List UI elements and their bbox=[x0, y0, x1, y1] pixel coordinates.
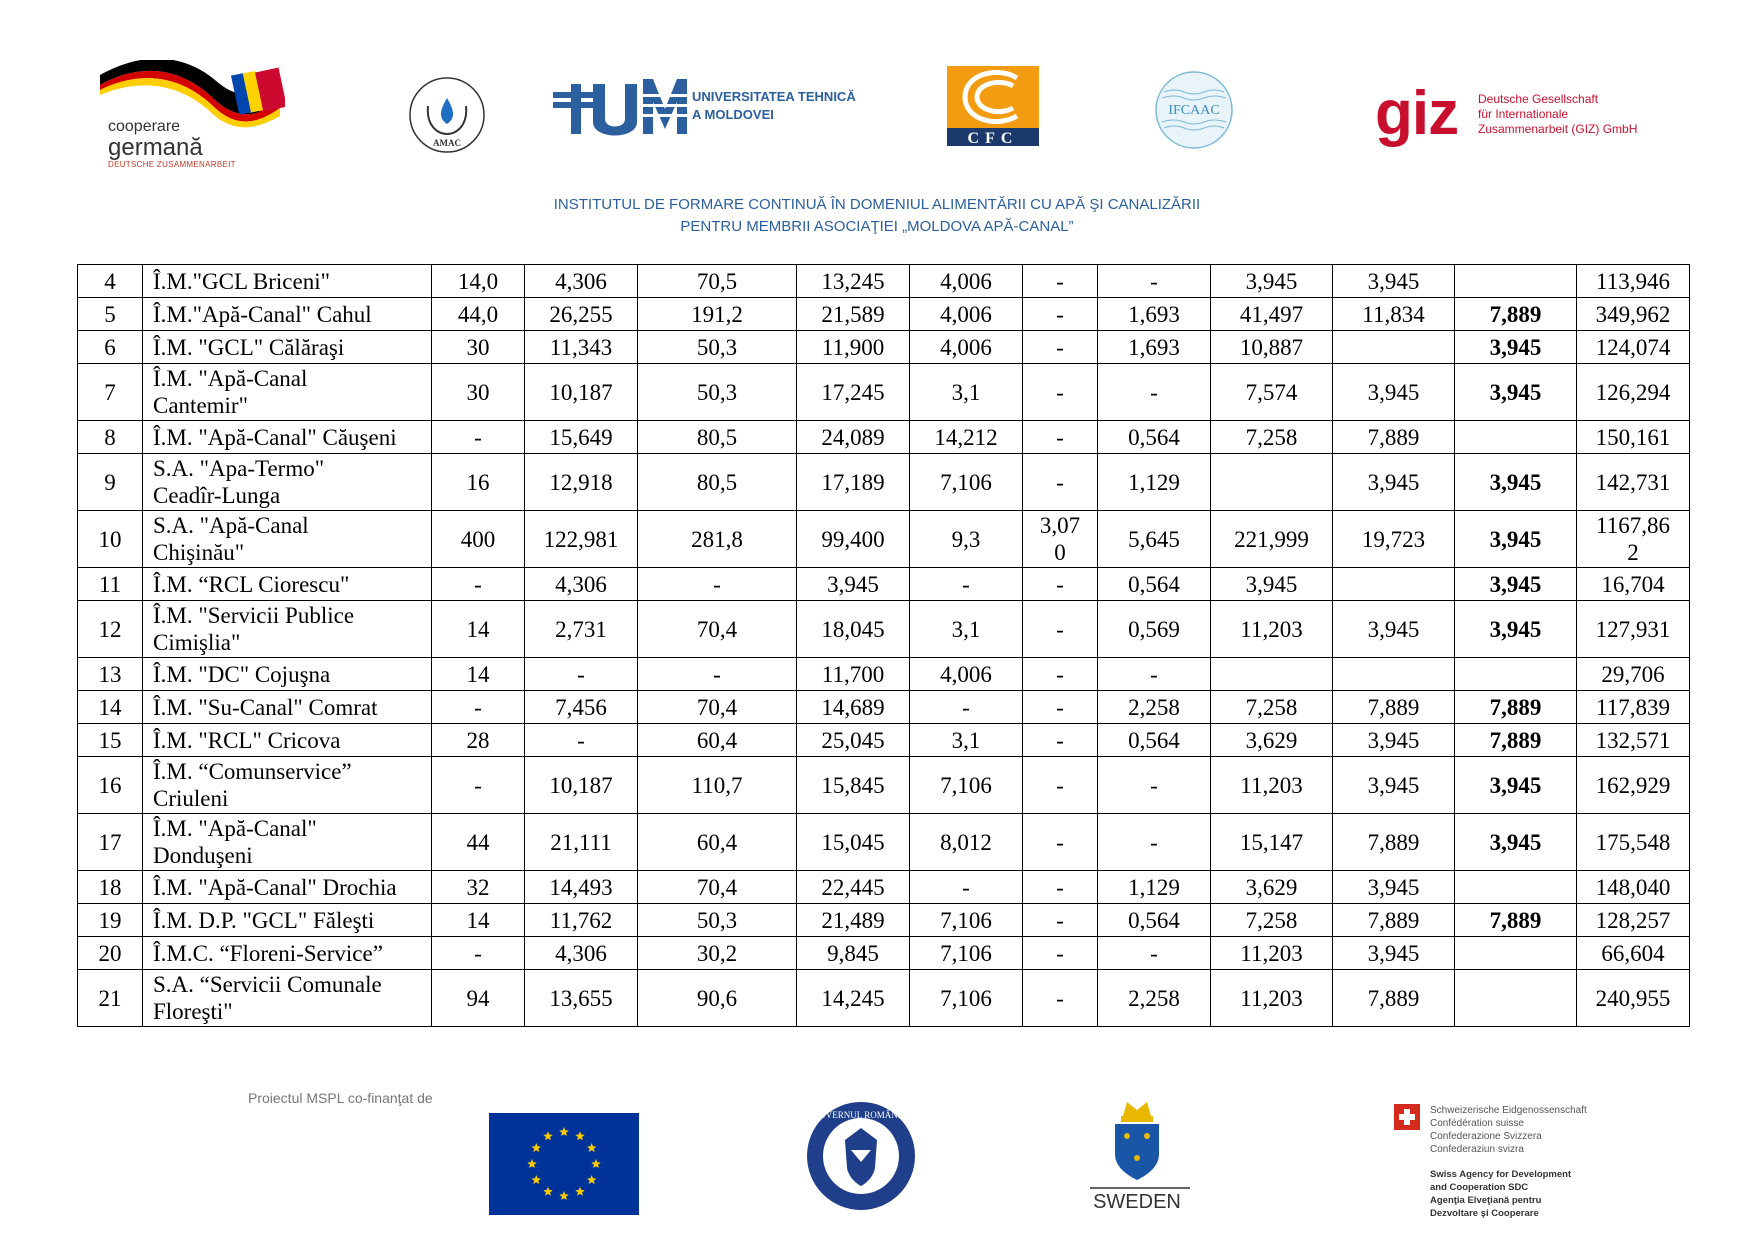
guvernul-romaniei-logo bbox=[805, 1098, 917, 1218]
value-cell: 113,946 bbox=[1577, 265, 1690, 298]
table-body bbox=[78, 265, 1690, 1027]
value-cell: 17,189 bbox=[797, 454, 910, 511]
value-cell: - bbox=[1023, 331, 1098, 364]
value-cell bbox=[1333, 568, 1455, 601]
value-cell: 17,245 bbox=[797, 364, 910, 421]
table-row bbox=[78, 904, 1690, 937]
deutsche-zusammenarbeit-text: DEUTSCHE ZUSAMMENARBEIT bbox=[108, 160, 236, 169]
row-number: 19 bbox=[78, 904, 143, 937]
value-cell: 29,706 bbox=[1577, 658, 1690, 691]
value-cell: 14,245 bbox=[797, 970, 910, 1027]
operator-name: Î.M."Apă-Canal" Cahul bbox=[143, 298, 432, 331]
value-cell: 7,106 bbox=[910, 904, 1023, 937]
value-cell: 7,456 bbox=[525, 691, 638, 724]
value-cell: 400 bbox=[432, 511, 525, 568]
value-cell: 3,07 0 bbox=[1023, 511, 1098, 568]
value-cell: 14 bbox=[432, 904, 525, 937]
value-cell: - bbox=[1023, 298, 1098, 331]
value-cell: 11,203 bbox=[1211, 757, 1333, 814]
value-cell: - bbox=[638, 658, 797, 691]
germana-text: germană bbox=[108, 134, 203, 161]
value-cell: - bbox=[1023, 757, 1098, 814]
row-number: 4 bbox=[78, 265, 143, 298]
value-cell: 14,493 bbox=[525, 871, 638, 904]
value-cell: 2,258 bbox=[1098, 691, 1211, 724]
cfc-label: CFC bbox=[967, 130, 1019, 146]
value-cell bbox=[1455, 937, 1577, 970]
value-cell: - bbox=[1023, 421, 1098, 454]
value-cell: 7,889 bbox=[1333, 904, 1455, 937]
giz-line3: Zusammenarbeit (GIZ) GmbH bbox=[1478, 122, 1638, 136]
value-cell: 7,106 bbox=[910, 970, 1023, 1027]
value-cell: - bbox=[525, 658, 638, 691]
value-cell: - bbox=[1023, 691, 1098, 724]
value-cell: 7,574 bbox=[1211, 364, 1333, 421]
value-cell: 7,106 bbox=[910, 937, 1023, 970]
value-cell: 15,147 bbox=[1211, 814, 1333, 871]
value-cell: 3,945 bbox=[1333, 757, 1455, 814]
value-cell: - bbox=[432, 691, 525, 724]
value-cell bbox=[1211, 658, 1333, 691]
value-cell: 1,693 bbox=[1098, 298, 1211, 331]
institute-title: INSTITUTUL DE FORMARE CONTINUĂ ÎN DOMENIUL ALIMENTĂRII CU APĂ ŞI CANALIZĂRII bbox=[553, 196, 1201, 213]
value-cell: 99,400 bbox=[797, 511, 910, 568]
value-cell: 13,245 bbox=[797, 265, 910, 298]
value-cell: 1,129 bbox=[1098, 454, 1211, 511]
value-cell: 10,187 bbox=[525, 364, 638, 421]
value-cell: 4,006 bbox=[910, 298, 1023, 331]
value-cell: 142,731 bbox=[1577, 454, 1690, 511]
value-cell: 11,900 bbox=[797, 331, 910, 364]
value-cell: 1,693 bbox=[1098, 331, 1211, 364]
value-cell: 3,945 bbox=[1455, 454, 1577, 511]
value-cell: 30,2 bbox=[638, 937, 797, 970]
value-cell: 11,203 bbox=[1211, 937, 1333, 970]
amac-logo bbox=[408, 76, 486, 154]
swiss-line: Confederazione Svizzera bbox=[1430, 1131, 1542, 1142]
table-row bbox=[78, 691, 1690, 724]
value-cell: 3,945 bbox=[1333, 871, 1455, 904]
value-cell: - bbox=[432, 757, 525, 814]
value-cell: - bbox=[432, 568, 525, 601]
row-number: 14 bbox=[78, 691, 143, 724]
value-cell: - bbox=[432, 421, 525, 454]
value-cell: 162,929 bbox=[1577, 757, 1690, 814]
value-cell: 191,2 bbox=[638, 298, 797, 331]
value-cell: - bbox=[432, 937, 525, 970]
value-cell: - bbox=[1098, 814, 1211, 871]
table-row bbox=[78, 421, 1690, 454]
operator-name: Î.M. "GCL" Călăraşi bbox=[143, 331, 432, 364]
value-cell bbox=[1455, 265, 1577, 298]
row-number: 6 bbox=[78, 331, 143, 364]
value-cell: - bbox=[1023, 265, 1098, 298]
table-row bbox=[78, 970, 1690, 1027]
value-cell: 1,129 bbox=[1098, 871, 1211, 904]
value-cell: 7,258 bbox=[1211, 691, 1333, 724]
row-number: 7 bbox=[78, 364, 143, 421]
value-cell: 13,655 bbox=[525, 970, 638, 1027]
operator-name: Î.M. "Apă-Canal" Căuşeni bbox=[143, 421, 432, 454]
value-cell: 4,306 bbox=[525, 568, 638, 601]
table-row bbox=[78, 658, 1690, 691]
swiss-line: Schweizerische Eidgenossenschaft bbox=[1430, 1105, 1587, 1116]
row-number: 15 bbox=[78, 724, 143, 757]
value-cell: 9,845 bbox=[797, 937, 910, 970]
value-cell: 3,629 bbox=[1211, 871, 1333, 904]
operator-name: Î.M. "Apă-Canal Cantemir" bbox=[143, 364, 432, 421]
operator-name: Î.M. "Servicii Publice Cimişlia" bbox=[143, 601, 432, 658]
value-cell: 349,962 bbox=[1577, 298, 1690, 331]
value-cell: 32 bbox=[432, 871, 525, 904]
table-row bbox=[78, 937, 1690, 970]
value-cell: 7,889 bbox=[1455, 724, 1577, 757]
value-cell: 70,4 bbox=[638, 871, 797, 904]
value-cell bbox=[1455, 970, 1577, 1027]
swiss-confederation-text bbox=[1430, 1104, 1587, 1156]
value-cell: - bbox=[1023, 658, 1098, 691]
value-cell: - bbox=[910, 568, 1023, 601]
row-number: 9 bbox=[78, 454, 143, 511]
value-cell: 70,4 bbox=[638, 601, 797, 658]
operator-name: S.A. "Apa-Termo" Ceadîr-Lunga bbox=[143, 454, 432, 511]
value-cell: 90,6 bbox=[638, 970, 797, 1027]
value-cell: 28 bbox=[432, 724, 525, 757]
value-cell: 50,3 bbox=[638, 904, 797, 937]
sweden-crest-icon bbox=[1075, 1096, 1200, 1216]
value-cell: 50,3 bbox=[638, 364, 797, 421]
row-number: 8 bbox=[78, 421, 143, 454]
value-cell: 117,839 bbox=[1577, 691, 1690, 724]
value-cell: 3,945 bbox=[1455, 757, 1577, 814]
value-cell: 3,945 bbox=[1455, 511, 1577, 568]
value-cell: 3,945 bbox=[1455, 331, 1577, 364]
value-cell: 16,704 bbox=[1577, 568, 1690, 601]
value-cell: 5,645 bbox=[1098, 511, 1211, 568]
value-cell: 3,945 bbox=[1333, 601, 1455, 658]
value-cell: 4,006 bbox=[910, 658, 1023, 691]
value-cell: 18,045 bbox=[797, 601, 910, 658]
operator-name: Î.M. "Su-Canal" Comrat bbox=[143, 691, 432, 724]
value-cell: 7,106 bbox=[910, 454, 1023, 511]
value-cell bbox=[1455, 421, 1577, 454]
utm-text bbox=[692, 88, 856, 124]
value-cell: 132,571 bbox=[1577, 724, 1690, 757]
value-cell: 0,569 bbox=[1098, 601, 1211, 658]
value-cell: 60,4 bbox=[638, 724, 797, 757]
row-number: 21 bbox=[78, 970, 143, 1027]
value-cell: 4,306 bbox=[525, 937, 638, 970]
value-cell: 44,0 bbox=[432, 298, 525, 331]
eu-flag-icon bbox=[489, 1113, 639, 1215]
value-cell: 3,945 bbox=[1333, 265, 1455, 298]
value-cell: 19,723 bbox=[1333, 511, 1455, 568]
operator-name: Î.M. “RCL Ciorescu" bbox=[143, 568, 432, 601]
value-cell: 3,1 bbox=[910, 724, 1023, 757]
sdc-line: and Cooperation SDC bbox=[1430, 1182, 1529, 1193]
value-cell: 11,762 bbox=[525, 904, 638, 937]
cooperare-text: cooperare bbox=[108, 118, 181, 135]
value-cell: 3,945 bbox=[1333, 724, 1455, 757]
ifcaac-label: IFCAAC bbox=[1168, 103, 1220, 118]
value-cell: 3,1 bbox=[910, 364, 1023, 421]
row-number: 16 bbox=[78, 757, 143, 814]
operator-name: Î.M."GCL Briceni" bbox=[143, 265, 432, 298]
value-cell: - bbox=[525, 724, 638, 757]
operator-name: Î.M. "RCL" Cricova bbox=[143, 724, 432, 757]
table-row bbox=[78, 331, 1690, 364]
value-cell: 1167,86 2 bbox=[1577, 511, 1690, 568]
value-cell: - bbox=[1023, 970, 1098, 1027]
value-cell: 148,040 bbox=[1577, 871, 1690, 904]
value-cell: 7,889 bbox=[1333, 970, 1455, 1027]
value-cell: 128,257 bbox=[1577, 904, 1690, 937]
value-cell: 11,834 bbox=[1333, 298, 1455, 331]
giz-line1: Deutsche Gesellschaft bbox=[1478, 92, 1599, 106]
value-cell bbox=[1211, 454, 1333, 511]
value-cell: 175,548 bbox=[1577, 814, 1690, 871]
row-number: 12 bbox=[78, 601, 143, 658]
row-number: 11 bbox=[78, 568, 143, 601]
value-cell: - bbox=[1023, 568, 1098, 601]
value-cell: 70,5 bbox=[638, 265, 797, 298]
operator-name: Î.M. "DC" Cojuşna bbox=[143, 658, 432, 691]
value-cell: 15,845 bbox=[797, 757, 910, 814]
value-cell: 7,258 bbox=[1211, 421, 1333, 454]
value-cell: 11,700 bbox=[797, 658, 910, 691]
utm-logo-icon bbox=[553, 74, 688, 144]
data-table bbox=[77, 264, 1690, 1027]
giz-text bbox=[1478, 92, 1637, 137]
value-cell: 3,945 bbox=[1333, 364, 1455, 421]
table-row bbox=[78, 724, 1690, 757]
value-cell: 94 bbox=[432, 970, 525, 1027]
value-cell: 281,8 bbox=[638, 511, 797, 568]
row-number: 20 bbox=[78, 937, 143, 970]
value-cell: 126,294 bbox=[1577, 364, 1690, 421]
sdc-line: Agenţia Elveţiană pentru bbox=[1430, 1195, 1542, 1206]
sdc-text bbox=[1430, 1168, 1571, 1220]
sdc-line: Swiss Agency for Development bbox=[1430, 1169, 1572, 1180]
value-cell: 11,203 bbox=[1211, 601, 1333, 658]
value-cell: - bbox=[1023, 454, 1098, 511]
operator-name: Î.M. “Comunservice” Criuleni bbox=[143, 757, 432, 814]
value-cell: - bbox=[1023, 937, 1098, 970]
value-cell: 14,689 bbox=[797, 691, 910, 724]
value-cell: 7,889 bbox=[1455, 298, 1577, 331]
value-cell: - bbox=[1098, 658, 1211, 691]
amac-label: AMAC bbox=[433, 138, 461, 148]
table-row bbox=[78, 568, 1690, 601]
value-cell: - bbox=[1023, 904, 1098, 937]
value-cell: - bbox=[1098, 937, 1211, 970]
table-row bbox=[78, 364, 1690, 421]
value-cell: 3,945 bbox=[1333, 454, 1455, 511]
operator-name: S.A. “Servicii Comunale Floreşti" bbox=[143, 970, 432, 1027]
value-cell: - bbox=[638, 568, 797, 601]
value-cell: 25,045 bbox=[797, 724, 910, 757]
operator-name: Î.M. D.P. "GCL" Făleşti bbox=[143, 904, 432, 937]
value-cell bbox=[1455, 871, 1577, 904]
value-cell: 127,931 bbox=[1577, 601, 1690, 658]
utm-line1: UNIVERSITATEA TEHNICĂ bbox=[692, 89, 856, 104]
value-cell: 7,258 bbox=[1211, 904, 1333, 937]
value-cell: 240,955 bbox=[1577, 970, 1690, 1027]
value-cell: 7,889 bbox=[1333, 814, 1455, 871]
value-cell: 7,106 bbox=[910, 757, 1023, 814]
value-cell: 10,887 bbox=[1211, 331, 1333, 364]
row-number: 17 bbox=[78, 814, 143, 871]
value-cell: 2,258 bbox=[1098, 970, 1211, 1027]
value-cell: 12,918 bbox=[525, 454, 638, 511]
value-cell: - bbox=[910, 871, 1023, 904]
value-cell: 16 bbox=[432, 454, 525, 511]
value-cell: 8,012 bbox=[910, 814, 1023, 871]
value-cell: 0,564 bbox=[1098, 904, 1211, 937]
swiss-cross-icon bbox=[1394, 1104, 1420, 1130]
sdc-line: Dezvoltare şi Cooperare bbox=[1430, 1208, 1539, 1219]
value-cell: - bbox=[1023, 814, 1098, 871]
table-row bbox=[78, 601, 1690, 658]
value-cell: 11,203 bbox=[1211, 970, 1333, 1027]
operator-name: Î.M. "Apă-Canal" Drochia bbox=[143, 871, 432, 904]
value-cell: 3,945 bbox=[1333, 937, 1455, 970]
value-cell: 14 bbox=[432, 601, 525, 658]
cfc-logo bbox=[947, 66, 1039, 146]
value-cell: 3,945 bbox=[1211, 265, 1333, 298]
value-cell: 50,3 bbox=[638, 331, 797, 364]
value-cell: 41,497 bbox=[1211, 298, 1333, 331]
value-cell: 124,074 bbox=[1577, 331, 1690, 364]
utm-line2: A MOLDOVEI bbox=[692, 107, 774, 122]
value-cell: - bbox=[1098, 265, 1211, 298]
value-cell: 7,889 bbox=[1333, 691, 1455, 724]
value-cell: 0,564 bbox=[1098, 724, 1211, 757]
value-cell: 60,4 bbox=[638, 814, 797, 871]
table-row bbox=[78, 511, 1690, 568]
value-cell: 30 bbox=[432, 364, 525, 421]
value-cell: 3,629 bbox=[1211, 724, 1333, 757]
value-cell: 21,111 bbox=[525, 814, 638, 871]
value-cell: 0,564 bbox=[1098, 568, 1211, 601]
value-cell: 44 bbox=[432, 814, 525, 871]
sweden-label: SWEDEN bbox=[1093, 1191, 1181, 1213]
operator-name: S.A. "Apă-Canal Chişinău" bbox=[143, 511, 432, 568]
cofinanced-note: Proiectul MSPL co-finanţat de bbox=[248, 1090, 433, 1106]
table-row bbox=[78, 454, 1690, 511]
value-cell: 15,649 bbox=[525, 421, 638, 454]
row-number: 10 bbox=[78, 511, 143, 568]
value-cell: 10,187 bbox=[525, 757, 638, 814]
ifcaac-logo bbox=[1154, 70, 1234, 150]
value-cell: 2,731 bbox=[525, 601, 638, 658]
value-cell: 221,999 bbox=[1211, 511, 1333, 568]
value-cell: 24,089 bbox=[797, 421, 910, 454]
value-cell: 3,945 bbox=[1455, 364, 1577, 421]
value-cell: 3,945 bbox=[797, 568, 910, 601]
value-cell bbox=[1455, 658, 1577, 691]
value-cell: - bbox=[1023, 601, 1098, 658]
value-cell: 3,945 bbox=[1455, 568, 1577, 601]
value-cell: 7,889 bbox=[1455, 691, 1577, 724]
value-cell: 7,889 bbox=[1333, 421, 1455, 454]
table-row bbox=[78, 871, 1690, 904]
value-cell: 14,0 bbox=[432, 265, 525, 298]
value-cell: 4,006 bbox=[910, 265, 1023, 298]
row-number: 5 bbox=[78, 298, 143, 331]
value-cell: 15,045 bbox=[797, 814, 910, 871]
value-cell: 122,981 bbox=[525, 511, 638, 568]
table-row bbox=[78, 814, 1690, 871]
swiss-line: Confederaziun svizra bbox=[1430, 1144, 1524, 1155]
value-cell bbox=[1333, 658, 1455, 691]
swiss-line: Confédération suisse bbox=[1430, 1118, 1524, 1129]
value-cell: 9,3 bbox=[910, 511, 1023, 568]
value-cell: 80,5 bbox=[638, 454, 797, 511]
giz-line2: für Internationale bbox=[1478, 107, 1569, 121]
giz-logo-word: giz bbox=[1375, 79, 1459, 148]
sweden-logo bbox=[1075, 1096, 1200, 1216]
value-cell: 70,4 bbox=[638, 691, 797, 724]
value-cell: 30 bbox=[432, 331, 525, 364]
value-cell: 21,589 bbox=[797, 298, 910, 331]
institute-subtitle: PENTRU MEMBRII ASOCIAŢIEI „MOLDOVA APĂ-CANAL” bbox=[680, 218, 1074, 235]
value-cell: 3,945 bbox=[1455, 814, 1577, 871]
value-cell: 21,489 bbox=[797, 904, 910, 937]
row-number: 13 bbox=[78, 658, 143, 691]
value-cell: 26,255 bbox=[525, 298, 638, 331]
value-cell: - bbox=[1098, 757, 1211, 814]
value-cell: - bbox=[910, 691, 1023, 724]
operator-name: Î.M. "Apă-Canal" Donduşeni bbox=[143, 814, 432, 871]
value-cell: - bbox=[1098, 364, 1211, 421]
value-cell: 4,006 bbox=[910, 331, 1023, 364]
value-cell: 14,212 bbox=[910, 421, 1023, 454]
value-cell: 22,445 bbox=[797, 871, 910, 904]
value-cell: 14 bbox=[432, 658, 525, 691]
value-cell: 80,5 bbox=[638, 421, 797, 454]
value-cell: 7,889 bbox=[1455, 904, 1577, 937]
table-row bbox=[78, 757, 1690, 814]
gov-text: GUVERNUL ROMÂNIEI bbox=[812, 1110, 910, 1120]
value-cell: 110,7 bbox=[638, 757, 797, 814]
value-cell: 3,945 bbox=[1455, 601, 1577, 658]
value-cell: 0,564 bbox=[1098, 421, 1211, 454]
table-row bbox=[78, 298, 1690, 331]
row-number: 18 bbox=[78, 871, 143, 904]
value-cell: 3,945 bbox=[1211, 568, 1333, 601]
value-cell bbox=[1333, 331, 1455, 364]
value-cell: 150,161 bbox=[1577, 421, 1690, 454]
value-cell: 4,306 bbox=[525, 265, 638, 298]
table-row bbox=[78, 265, 1690, 298]
value-cell: 66,604 bbox=[1577, 937, 1690, 970]
value-cell: - bbox=[1023, 364, 1098, 421]
value-cell: 11,343 bbox=[525, 331, 638, 364]
value-cell: 3,1 bbox=[910, 601, 1023, 658]
value-cell: - bbox=[1023, 724, 1098, 757]
value-cell: - bbox=[1023, 871, 1098, 904]
operator-name: Î.M.C. “Floreni-Service” bbox=[143, 937, 432, 970]
